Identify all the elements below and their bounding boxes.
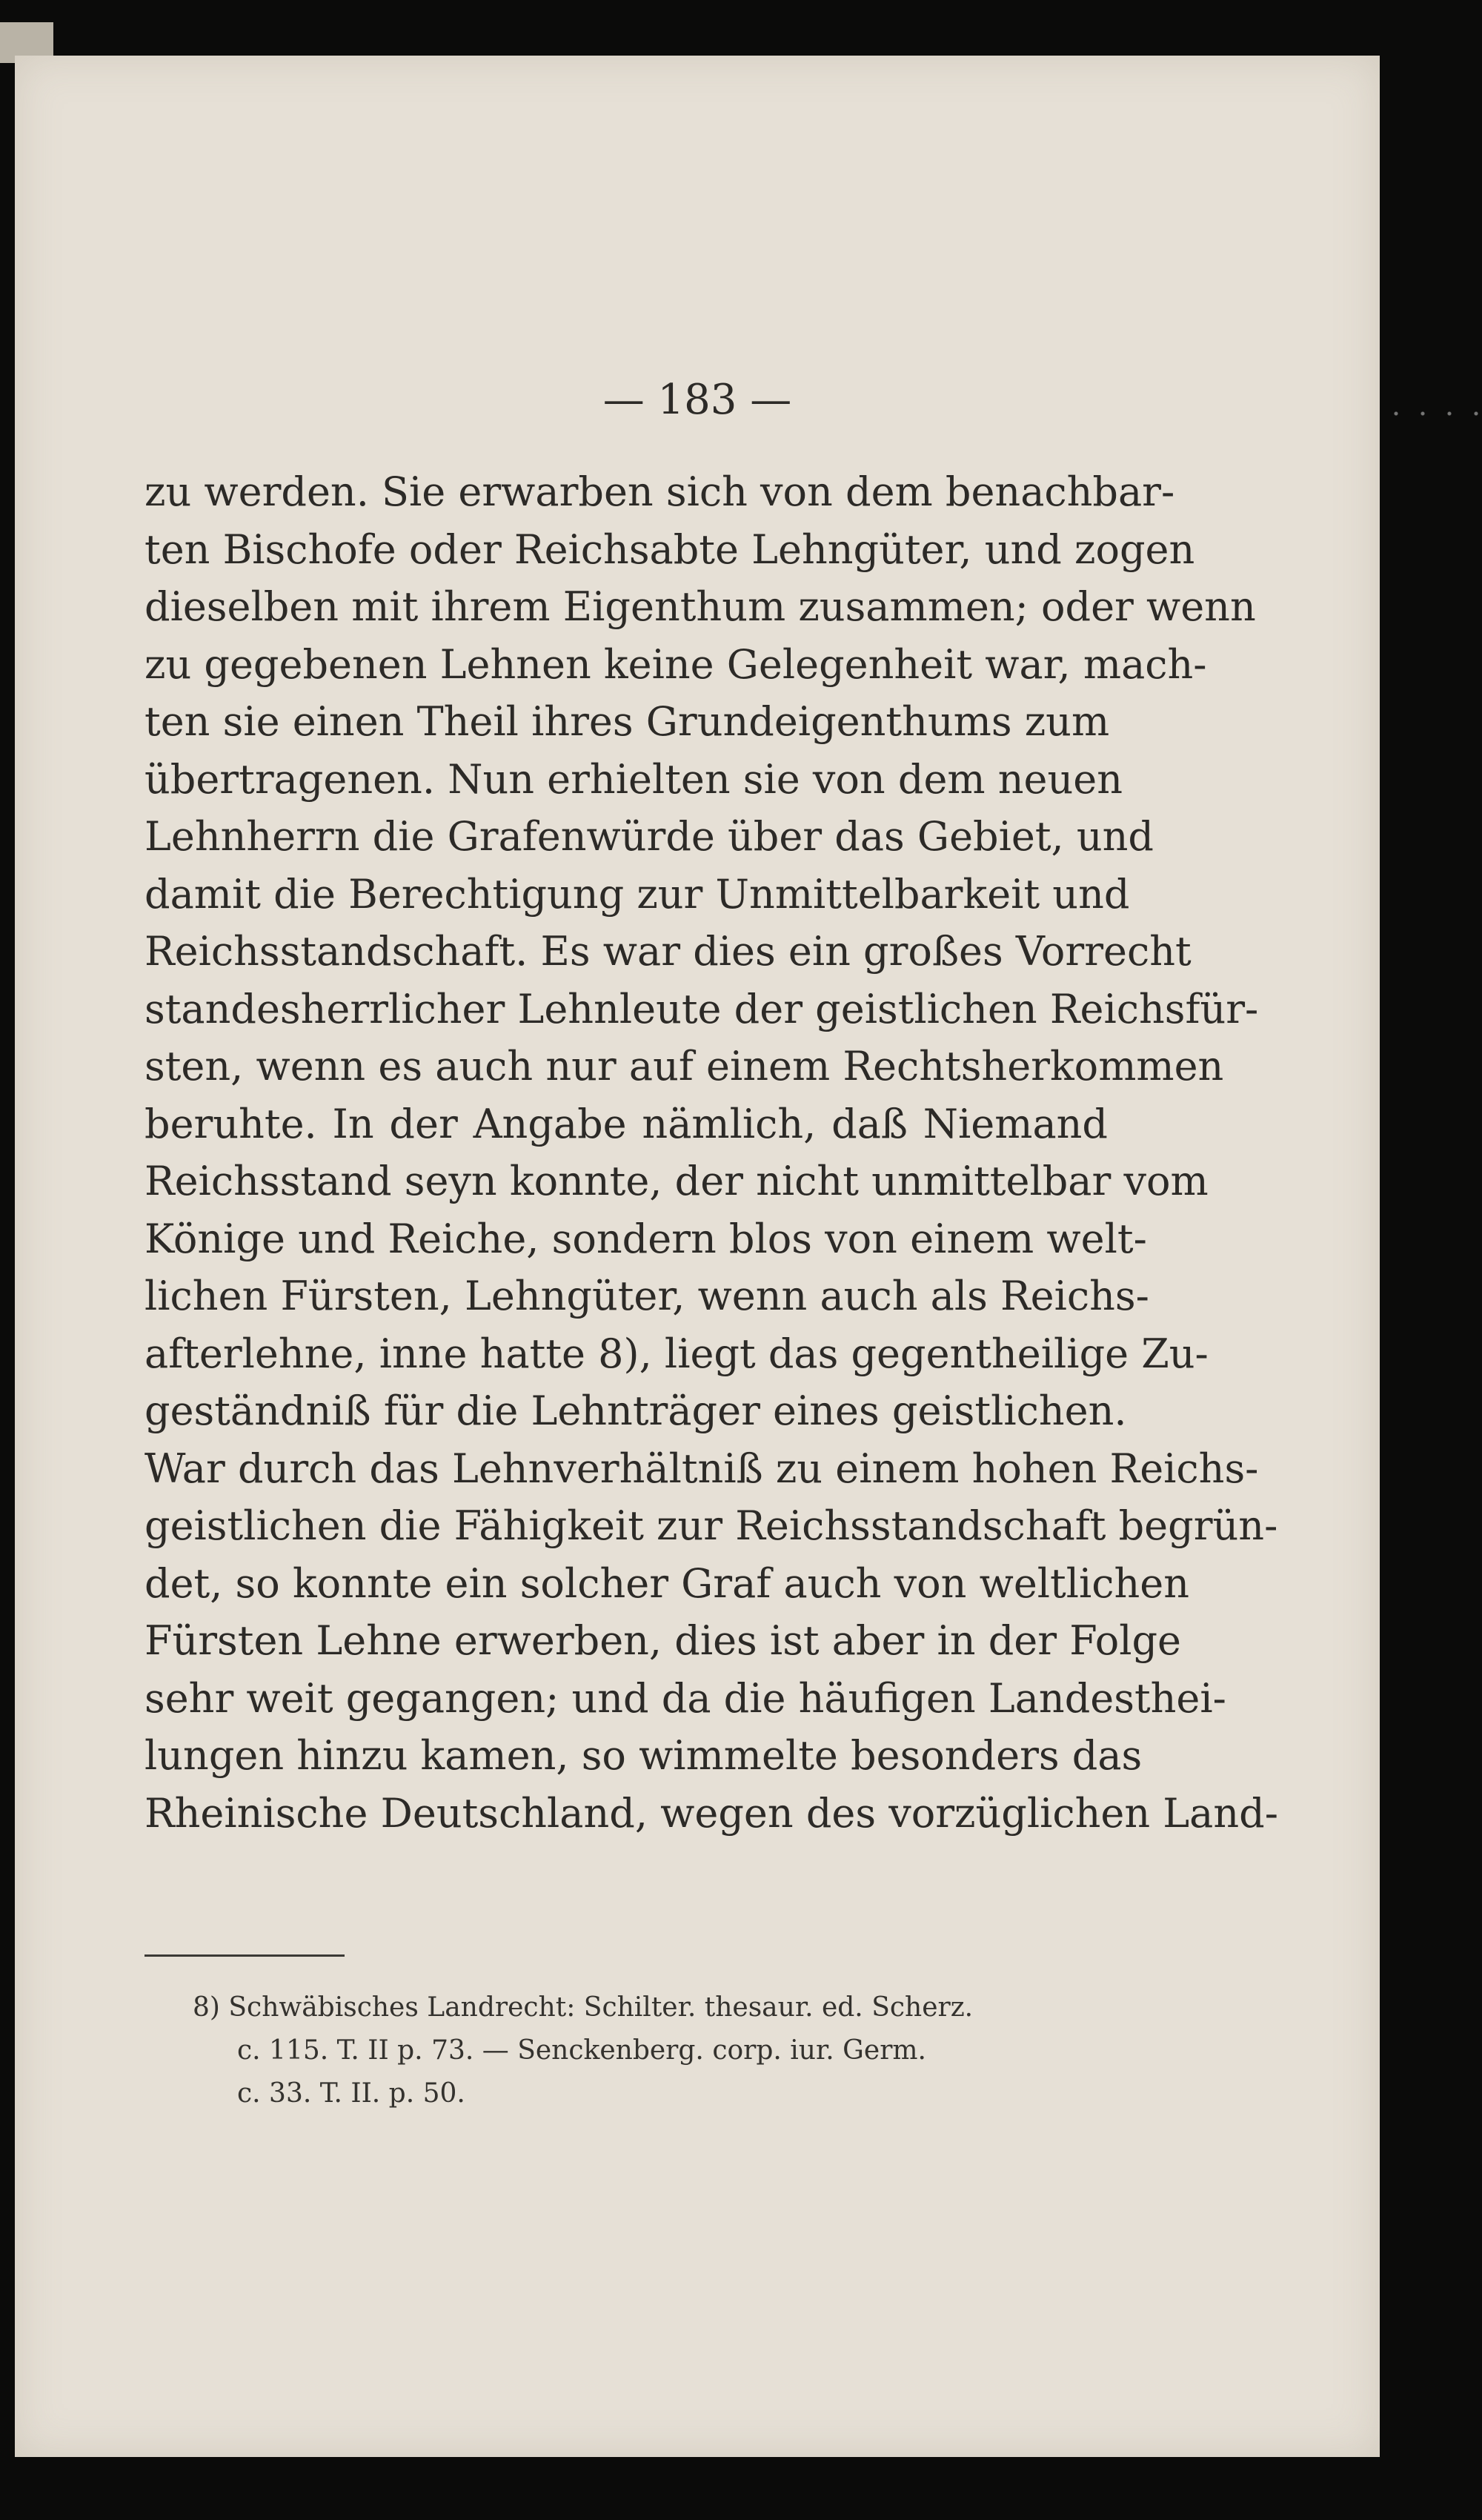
body-text bbox=[144, 463, 1278, 1842]
text-line: Reichsstand seyn konnte, der nicht unmittelbar vom bbox=[144, 1158, 1209, 1204]
text-line: Lehnherrn die Grafenwürde über das Gebiet, und bbox=[144, 813, 1154, 860]
text-line: lichen Fürsten, Lehngüter, wenn auch als Reichs- bbox=[144, 1273, 1149, 1319]
text-line: geständniß für die Lehnträger eines geistlichen. bbox=[144, 1387, 1127, 1434]
text-line: übertragenen. Nun erhielten sie von dem neuen bbox=[144, 755, 1123, 803]
text-line: det, so konnte ein solcher Graf auch von weltlichen bbox=[144, 1559, 1190, 1607]
footnote-line: 8) Schwäbisches Landrecht: Schilter. thesaur. ed. Scherz. bbox=[193, 1992, 974, 2023]
footnote-divider bbox=[144, 1954, 345, 1957]
text-line: sten, wenn es auch nur auf einem Rechtsherkommen bbox=[144, 1043, 1224, 1090]
text-line: Rheinische Deutschland, wegen des vorzüglichen Land- bbox=[144, 1789, 1278, 1837]
footnote bbox=[193, 1986, 1112, 2115]
text-line: zu gegebenen Lehnen keine Gelegenheit war, mach- bbox=[144, 640, 1207, 688]
page-number: — 183 — bbox=[602, 376, 792, 424]
text-line: afterlehne, inne hatte 8), liegt das gegentheilige Zu- bbox=[144, 1330, 1209, 1377]
text-line: standesherrlicher Lehnleute der geistlichen Reichsfür- bbox=[144, 985, 1259, 1032]
text-line: Fürsten Lehne erwerben, dies ist aber in der Folge bbox=[144, 1617, 1182, 1664]
text-line: ten sie einen Theil ihres Grundeigenthums zum bbox=[144, 698, 1110, 745]
text-line: beruhte. In der Angabe nämlich, daß Niemand bbox=[144, 1100, 1108, 1147]
text-line: Reichsstandschaft. Es war dies ein großes Vorrecht bbox=[144, 928, 1192, 975]
text-line: zu werden. Sie erwarben sich von dem benachbar- bbox=[144, 468, 1175, 515]
text-line: ten Bischofe oder Reichsabte Lehngüter, und zogen bbox=[144, 525, 1195, 573]
text-line: sehr weit gegangen; und da die häufigen Landesthei- bbox=[144, 1674, 1226, 1722]
footnote-line: c. 115. T. II p. 73. — Senckenberg. corp. iur. Germ. bbox=[237, 2035, 926, 2066]
text-line: War durch das Lehnverhältniß zu einem hohen Reichs- bbox=[144, 1445, 1259, 1492]
text-line: geistlichen die Fähigkeit zur Reichsstandschaft begrün- bbox=[144, 1502, 1278, 1549]
book-page bbox=[15, 56, 1380, 2457]
text-line: dieselben mit ihrem Eigenthum zusammen; oder wenn bbox=[144, 583, 1256, 630]
text-line: damit die Berechtigung zur Unmittelbarkeit und bbox=[144, 870, 1130, 918]
text-line: lungen hinzu kamen, so wimmelte besonders das bbox=[144, 1732, 1143, 1779]
text-line: Könige und Reiche, sondern blos von einem welt- bbox=[144, 1215, 1147, 1262]
footnote-line: c. 33. T. II. p. 50. bbox=[237, 2078, 465, 2109]
